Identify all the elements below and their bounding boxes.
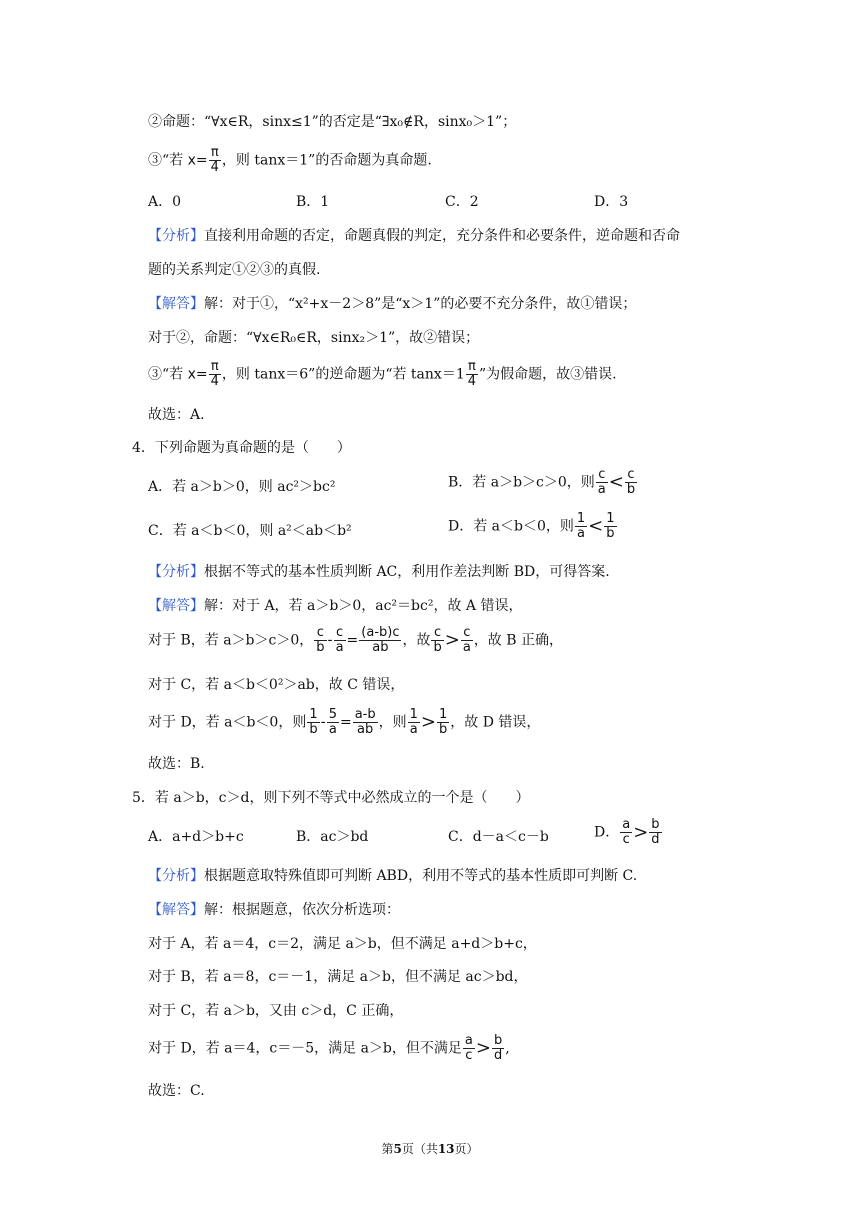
frac-5-a: $\frac{5}{a}$: [328, 707, 337, 737]
solution-5: [148, 900, 400, 920]
text: 对于 B，若 a＞b＞c＞0，: [148, 632, 314, 649]
solution-3: [148, 294, 636, 314]
frac-a-c: $\frac{a}{c}$: [622, 817, 631, 847]
frac-c-b: $\frac{c}{b}$: [433, 625, 442, 655]
answer-5: 故选：C.: [148, 1083, 205, 1099]
text: 根据不等式的基本性质判断 AC，利用作差法判断 BD，可得答案.: [204, 564, 610, 580]
minus-sign: -: [327, 632, 333, 649]
q3-option-d: D．3: [594, 194, 629, 210]
q3-option-b: B．1: [296, 194, 330, 210]
solution-3-b: 对于②，命题：“∀x∈R₀∈R，sinx₂＞1”，故②错误；: [148, 330, 480, 346]
solution-tag: 【解答】: [148, 902, 204, 918]
solution-3-c: [148, 360, 617, 389]
analysis-tag: 【分析】: [148, 564, 204, 580]
frac-b-d: $\frac{b}{d}$: [651, 817, 660, 847]
q3-option-c: C．2: [445, 194, 479, 210]
text: ，则: [378, 714, 407, 731]
page-number: 5: [393, 1142, 402, 1156]
q3-option-a: A．0: [148, 194, 182, 210]
stmt-2: ②命题：“∀x∈R，sinx≤1”的否定是“∃x₀∉R，sinx₀＞1”；: [148, 114, 517, 130]
text: ，则 tanx＝1”的否命题为真命题.: [221, 152, 432, 169]
q5-option-c: C．d－a＜c－b: [448, 829, 549, 845]
solution-tag: 【解答】: [148, 296, 204, 312]
frac-1-b: $\frac{1}{b}$: [606, 511, 615, 541]
gt-sign: >: [444, 629, 460, 651]
q5-option-d: [594, 818, 663, 847]
frac-c-b: $\frac{c}{b}$: [316, 625, 325, 655]
stmt-3: [148, 146, 432, 175]
solution-4-d: [148, 708, 540, 737]
solution-5-c: 对于 C，若 a＞b，又由 c＞d，C 正确，: [148, 1003, 404, 1019]
page-total: 13: [437, 1142, 455, 1156]
frac-c-a: $\frac{c}{a}$: [597, 467, 606, 497]
eq-sign: =: [339, 714, 352, 731]
question-4: 4．下列命题为真命题的是（ ）: [132, 440, 351, 456]
q5-option-a: A．a+d＞b+c: [148, 829, 244, 845]
gt-sign: >: [475, 1037, 491, 1059]
text: D．若 a＜b＜0，则: [448, 518, 574, 535]
text: 对于 D，若 a＜b＜0，则: [148, 714, 307, 731]
x-eq: x=: [187, 152, 208, 169]
frac-c-b: $\frac{c}{b}$: [626, 467, 636, 497]
analysis-4: [148, 562, 610, 582]
frac-1-a: $\frac{1}{a}$: [409, 707, 418, 737]
frac-1-b: $\frac{1}{b}$: [309, 707, 318, 737]
text: ，故 D 错误，: [450, 714, 541, 731]
frac-c-a: $\frac{c}{a}$: [462, 625, 471, 655]
answer-4: 故选：B.: [148, 756, 205, 772]
text: ，则 tanx＝6”的逆命题为“若 tanx＝1: [221, 366, 465, 383]
q4-option-a: A．若 a＞b＞0，则 ac²＞bc²: [148, 479, 336, 495]
q5-option-b: B．ac＞bd: [296, 829, 369, 845]
frac-amb-ab: $\frac{a-b}{ab}$: [354, 707, 376, 737]
gt-sign: >: [420, 711, 436, 733]
frac-a-c: $\frac{a}{c}$: [464, 1033, 473, 1063]
frac-1-a: $\frac{1}{a}$: [576, 511, 586, 541]
page-footer: [0, 1140, 860, 1157]
eq-sign: =: [346, 632, 359, 649]
text: ，故: [402, 632, 431, 649]
text: ③“若: [148, 366, 184, 383]
text: 直接利用命题的否定，命题真假的判定，充分条件和必要条件，逆命题和否命: [204, 228, 680, 244]
text: 解：根据题意，依次分析选项：: [204, 902, 400, 918]
frac-1-b: $\frac{1}{b}$: [439, 707, 448, 737]
x-eq: x=: [187, 366, 208, 383]
solution-5-a: 对于 A，若 a＝4，c＝2，满足 a＞b，但不满足 a+d＞b+c，: [148, 936, 537, 952]
minus-sign: -: [320, 714, 326, 731]
text: ”为假命题，故③错误.: [479, 366, 617, 383]
text: B．若 a＞b＞c＞0，则: [448, 474, 595, 491]
analysis-tag: 【分析】: [148, 228, 204, 244]
question-5: 5．若 a＞b，c＞d，则下列不等式中必然成立的一个是（ ）: [132, 790, 530, 806]
text: D．: [594, 824, 620, 841]
answer-3: 故选：A.: [148, 407, 205, 423]
text: 解：对于①，“x²+x－2＞8”是“x＞1”的必要不充分条件，故①错误；: [204, 296, 637, 312]
solution-4-b: [148, 626, 563, 655]
text: ,: [505, 1040, 510, 1057]
frac-pi-4: $\frac{\pi}{4}$: [467, 359, 477, 389]
analysis-5: [148, 866, 637, 886]
text: 根据题意取特殊值即可判断 ABD，利用不等式的基本性质即可判断 C.: [204, 868, 638, 884]
text: 页（共: [401, 1142, 438, 1156]
analysis-3: [148, 226, 680, 246]
frac-c-a: $\frac{c}{a}$: [335, 625, 344, 655]
q4-option-c: C．若 a＜b＜0，则 a²＜ab＜b²: [148, 523, 352, 539]
analysis-3-cont: 题的关系判定①②③的真假.: [148, 262, 321, 278]
solution-4: [148, 596, 522, 616]
text: 页）: [454, 1142, 479, 1156]
text: ，故 B 正确，: [473, 632, 564, 649]
lt-sign: <: [608, 471, 624, 493]
text: 解：对于 A，若 a＞b＞0，ac²＝bc²，故 A 错误，: [204, 598, 523, 614]
q4-option-d: [448, 512, 618, 541]
frac-pi-4: $\frac{\pi}{4}$: [210, 359, 219, 389]
solution-tag: 【解答】: [148, 598, 204, 614]
text: ③“若: [148, 152, 184, 169]
text: 对于 D，若 a＝4，c＝－5，满足 a＞b，但不满足: [148, 1040, 462, 1057]
q4-option-b: [448, 468, 638, 497]
lt-sign: <: [588, 515, 604, 537]
analysis-tag: 【分析】: [148, 868, 204, 884]
solution-5-b: 对于 B，若 a＝8，c＝－1，满足 a＞b，但不满足 ac＞bd，: [148, 969, 528, 985]
text: 第: [381, 1142, 394, 1156]
solution-5-d: [148, 1034, 510, 1063]
frac-pi-4: $\frac{\pi}{4}$: [210, 145, 219, 175]
solution-4-c: 对于 C，若 a＜b＜0²＞ab，故 C 错误，: [148, 677, 405, 693]
frac-amb-c-ab: $\frac{(a-b)c}{ab}$: [361, 625, 400, 655]
gt-sign: >: [633, 822, 649, 843]
frac-b-d: $\frac{b}{d}$: [493, 1033, 503, 1063]
